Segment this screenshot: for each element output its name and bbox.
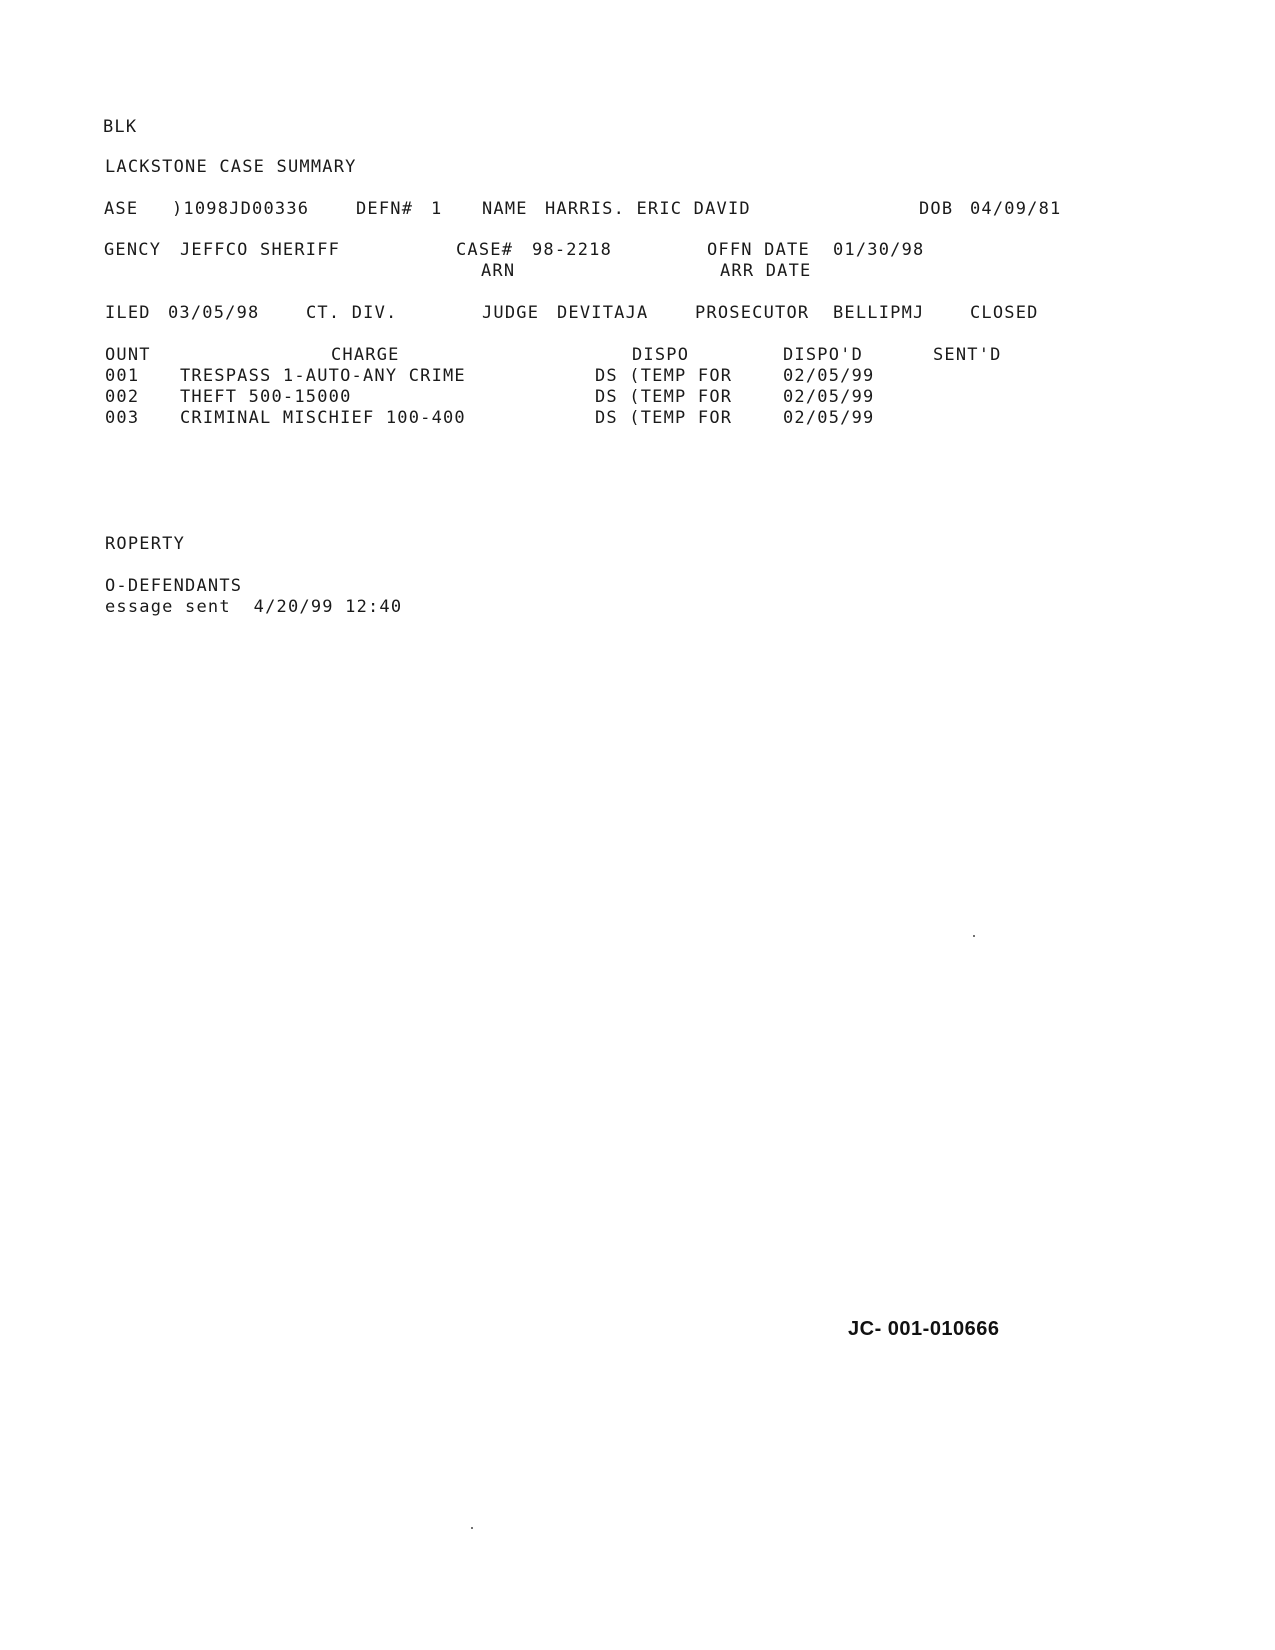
- row-2-dispo: DS (TEMP FOR: [595, 387, 733, 407]
- row-3-count: 003: [105, 408, 140, 428]
- row-2-count: 002: [105, 387, 140, 407]
- arr-date-label: ARR DATE: [720, 261, 812, 281]
- offn-date-value: 01/30/98: [833, 240, 925, 260]
- header-code: BLK: [103, 117, 138, 137]
- report-title: LACKSTONE CASE SUMMARY: [105, 157, 357, 177]
- arn-label: ARN: [481, 261, 516, 281]
- agency-label: GENCY: [104, 240, 162, 260]
- row-1-dispo-date: 02/05/99: [783, 366, 875, 386]
- col-header-count: OUNT: [105, 345, 151, 365]
- prosecutor-value: BELLIPMJ: [833, 303, 925, 323]
- filed-label: ILED: [105, 303, 151, 323]
- row-3-dispo: DS (TEMP FOR: [595, 408, 733, 428]
- row-2-charge: THEFT 500-15000: [180, 387, 352, 407]
- row-1-charge: TRESPASS 1-AUTO-ANY CRIME: [180, 366, 466, 386]
- row-1-count: 001: [105, 366, 140, 386]
- scan-speck: [973, 935, 975, 937]
- col-header-charge: CHARGE: [331, 345, 400, 365]
- offn-date-label: OFFN DATE: [707, 240, 810, 260]
- judge-label: JUDGE: [482, 303, 540, 323]
- col-header-dispo: DISPO: [632, 345, 690, 365]
- row-3-dispo-date: 02/05/99: [783, 408, 875, 428]
- defn-number: 1: [431, 199, 443, 219]
- prosecutor-label: PROSECUTOR: [695, 303, 810, 323]
- case-number: )1098JD00336: [172, 199, 310, 219]
- defn-label: DEFN#: [356, 199, 414, 219]
- row-1-dispo: DS (TEMP FOR: [595, 366, 733, 386]
- dob-value: 04/09/81: [970, 199, 1062, 219]
- codefendants-label: O-DEFENDANTS: [105, 576, 243, 596]
- case-label: ASE: [104, 199, 139, 219]
- agency-value: JEFFCO SHERIFF: [180, 240, 341, 260]
- bates-number: JC- 001-010666: [848, 1318, 1000, 1340]
- case-status: CLOSED: [970, 303, 1039, 323]
- filed-date: 03/05/98: [168, 303, 260, 323]
- ct-div-label: CT. DIV.: [306, 303, 398, 323]
- col-header-dispo-date: DISPO'D: [783, 345, 864, 365]
- message-sent-line: essage sent 4/20/99 12:40: [105, 597, 403, 617]
- row-3-charge: CRIMINAL MISCHIEF 100-400: [180, 408, 466, 428]
- name-label: NAME: [482, 199, 528, 219]
- col-header-sentenced: SENT'D: [933, 345, 1002, 365]
- scan-speck: [471, 1527, 473, 1529]
- judge-value: DEVITAJA: [557, 303, 649, 323]
- case-no-label: CASE#: [456, 240, 514, 260]
- row-2-dispo-date: 02/05/99: [783, 387, 875, 407]
- dob-label: DOB: [919, 199, 954, 219]
- defendant-name: HARRIS. ERIC DAVID: [545, 199, 751, 219]
- case-no-value: 98-2218: [532, 240, 613, 260]
- property-label: ROPERTY: [105, 534, 186, 554]
